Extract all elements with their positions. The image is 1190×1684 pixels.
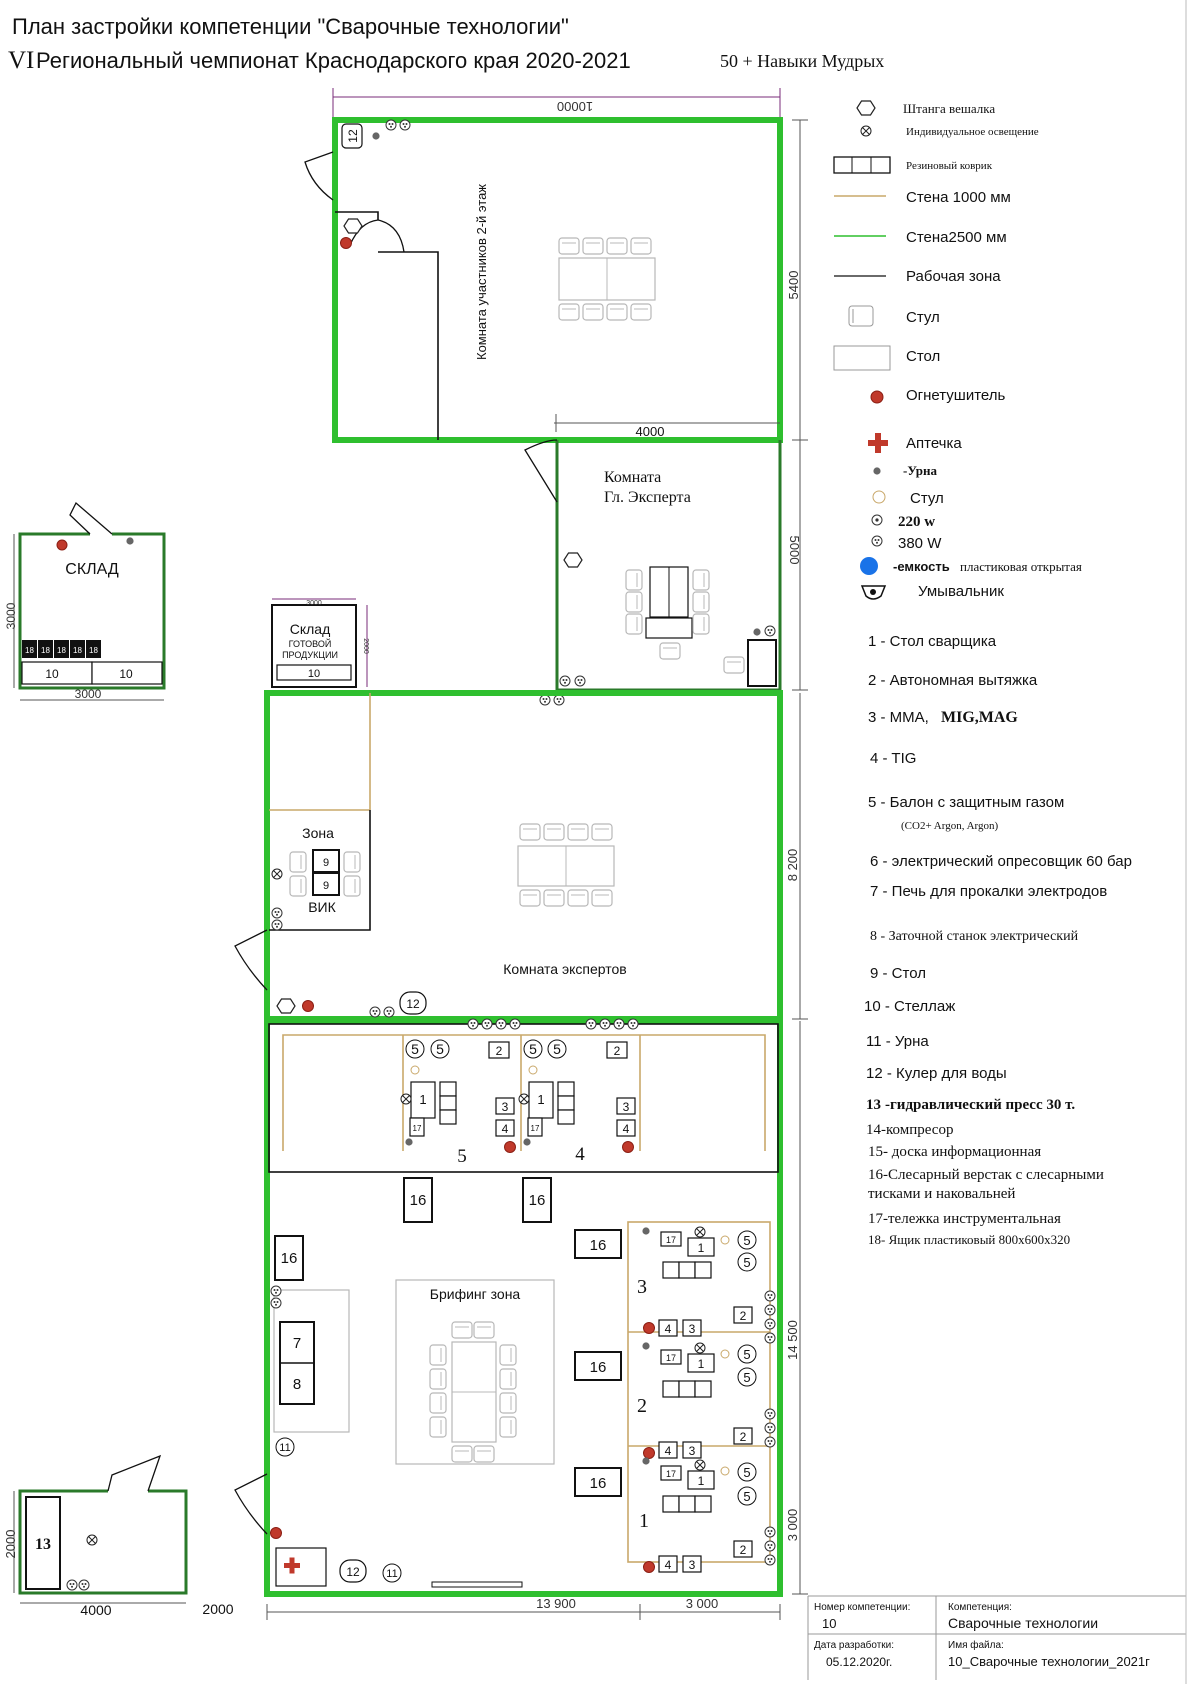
svg-text:17: 17 — [412, 1124, 422, 1133]
booth-3 — [637, 1227, 756, 1336]
dim-room-height: 5400 — [786, 270, 801, 300]
chief-expert-table-group — [626, 567, 744, 673]
experts-table-group — [518, 824, 614, 906]
svg-text:16: 16 — [589, 1359, 607, 1376]
plan-subtitle-tail: 50 + Навыки Мудрых — [720, 51, 885, 71]
svg-text:2: 2 — [739, 1543, 747, 1557]
svg-text:2: 2 — [637, 1395, 647, 1417]
svg-text:Аптечка: Аптечка — [906, 435, 962, 452]
svg-text:2: 2 — [739, 1309, 747, 1323]
svg-text:1: 1 — [697, 1474, 705, 1488]
svg-text:6 - электрический опресовщик 6: 6 - электрический опресовщик 60 бар — [870, 853, 1132, 870]
svg-text:4: 4 — [664, 1444, 672, 1458]
dim-bottom-section: 3 000 — [685, 1596, 719, 1611]
svg-text:Номер компетенции:: Номер компетенции: — [814, 1602, 911, 1613]
svg-text:05.12.2020г.: 05.12.2020г. — [826, 1655, 893, 1669]
dim-ready-store-width: 3000 — [306, 600, 322, 607]
plan-subtitle: Региональный чемпионат Краснодарского края 2020-2021 — [36, 48, 631, 73]
participants-room-wall — [335, 120, 780, 440]
dim-warehouse-width: 3000 — [74, 687, 102, 701]
plastic-boxes-18 — [22, 640, 101, 658]
svg-text:18: 18 — [57, 646, 66, 655]
press-13: 13 — [35, 1536, 51, 1553]
svg-text:5: 5 — [436, 1041, 444, 1057]
svg-text:9 - Стол: 9 - Стол — [870, 965, 926, 982]
svg-text:3: 3 — [688, 1444, 696, 1458]
dim-ready-store-height: 2000 — [362, 638, 369, 654]
svg-text:17: 17 — [665, 1235, 677, 1245]
svg-text:16: 16 — [589, 1475, 607, 1492]
briefing-zone-label: Брифинг зона — [429, 1286, 521, 1302]
svg-text:2 - Автономная вытяжка: 2 - Автономная вытяжка — [868, 672, 1038, 689]
svg-text:17: 17 — [665, 1469, 677, 1479]
shelves-10 — [22, 662, 162, 684]
dim-top-width: 10000 — [556, 99, 594, 114]
svg-text:18- Ящик пластиковый 800х600х: 18- Ящик пластиковый 800х600х320 — [868, 1232, 1071, 1247]
svg-text:MIG,MAG: MIG,MAG — [941, 709, 1018, 726]
chief-expert-room-line1: Комната — [604, 469, 662, 486]
cooler-12 — [342, 124, 362, 148]
svg-text:16: 16 — [589, 1237, 607, 1254]
svg-text:Дата разработки:: Дата разработки: — [814, 1640, 895, 1651]
svg-text:-гидравлический пресс 30 т.: -гидравлический пресс 30 т. — [885, 1097, 1076, 1113]
svg-text:17: 17 — [665, 1353, 677, 1363]
svg-text:15- доска информационная: 15- доска информационная — [868, 1144, 1042, 1160]
svg-text:5: 5 — [411, 1041, 419, 1057]
plan-title: План застройки компетенции "Сварочные технологии" — [12, 14, 569, 39]
experts-room-label: Комната экспертов — [503, 961, 627, 977]
svg-text:10 - Стеллаж: 10 - Стеллаж — [864, 998, 956, 1015]
svg-text:18: 18 — [89, 646, 98, 655]
svg-text:2: 2 — [739, 1430, 747, 1444]
vik-tables — [290, 850, 360, 896]
svg-text:5: 5 — [743, 1233, 751, 1248]
svg-text:Штанга вешалка: Штанга вешалка — [903, 101, 996, 116]
svg-text:380 W: 380 W — [898, 535, 942, 552]
cooler-12-workshop — [340, 1560, 366, 1582]
dim-section-height: 3 000 — [785, 1508, 800, 1542]
svg-text:5: 5 — [743, 1489, 751, 1504]
ready-store-shelf-10: 10 — [307, 668, 321, 680]
svg-text:Резиновый коврик: Резиновый коврик — [906, 160, 993, 172]
dim-bottom-width: 13 900 — [536, 1596, 576, 1611]
svg-text:3: 3 — [622, 1100, 630, 1114]
svg-text:11: 11 — [279, 1442, 291, 1454]
svg-text:4 - TIG: 4 - TIG — [870, 750, 917, 767]
svg-text:1: 1 — [639, 1510, 649, 1532]
ready-store-line1: Склад — [289, 621, 331, 637]
svg-text:18: 18 — [73, 646, 82, 655]
svg-text:2: 2 — [495, 1044, 503, 1058]
svg-text:тисками и наковальней: тисками и наковальней — [868, 1186, 1016, 1202]
participants-table-group — [559, 238, 655, 320]
svg-text:220 w: 220 w — [898, 514, 936, 530]
svg-text:Стена2500 мм: Стена2500 мм — [906, 229, 1007, 246]
warehouse-label: СКЛАД — [65, 561, 119, 578]
svg-text:5: 5 — [529, 1041, 537, 1057]
roman-numeral: VI — [8, 47, 35, 74]
svg-text:1 - Стол сварщика: 1 - Стол сварщика — [868, 633, 997, 650]
svg-text:12: 12 — [406, 997, 420, 1011]
svg-text:4: 4 — [501, 1122, 509, 1136]
svg-text:1: 1 — [537, 1092, 545, 1107]
svg-text:16-Слесарный верстак с слесарн: 16-Слесарный верстак с слесарными — [868, 1167, 1104, 1183]
dim-experts-hall-height: 8 200 — [785, 848, 800, 882]
svg-text:3: 3 — [688, 1558, 696, 1572]
svg-text:18: 18 — [25, 646, 34, 655]
booth-2 — [637, 1342, 756, 1458]
bin-11 — [276, 1438, 294, 1456]
svg-text:Умывальник: Умывальник — [918, 583, 1004, 600]
svg-text:17-тележка инструментальная: 17-тележка инструментальная — [868, 1211, 1061, 1227]
svg-text:10: 10 — [119, 667, 133, 681]
ready-store-line2: ГОТОВОЙ — [288, 639, 332, 649]
svg-text:Компетенция:: Компетенция: — [948, 1602, 1012, 1613]
svg-text:16: 16 — [528, 1192, 546, 1209]
svg-text:2: 2 — [613, 1044, 621, 1058]
svg-text:3 - MMA,: 3 - MMA, — [868, 709, 929, 726]
svg-text:3: 3 — [501, 1100, 509, 1114]
dim-workshop-height: 14 500 — [785, 1320, 800, 1360]
svg-text:Рабочая зона: Рабочая зона — [906, 268, 1001, 285]
dim-press-height: 2000 — [3, 1529, 18, 1559]
svg-text:11: 11 — [386, 1568, 398, 1580]
svg-text:4: 4 — [575, 1144, 585, 1165]
svg-text:9: 9 — [322, 880, 330, 892]
svg-text:10: 10 — [822, 1616, 837, 1631]
svg-text:3: 3 — [688, 1322, 696, 1336]
svg-text:Стена 1000 мм: Стена 1000 мм — [906, 189, 1011, 206]
info-block — [808, 1596, 1186, 1680]
svg-text:1: 1 — [419, 1092, 427, 1107]
svg-text:5 - Балон с защитным газом: 5 - Балон с защитным газом — [868, 794, 1065, 811]
svg-text:12: 12 — [346, 129, 360, 143]
svg-text:5: 5 — [553, 1041, 561, 1057]
svg-text:5: 5 — [743, 1347, 751, 1362]
vik-zone-label: Зона — [302, 825, 334, 841]
svg-text:Стул: Стул — [910, 490, 944, 507]
svg-text:12: 12 — [346, 1565, 360, 1579]
svg-text:5: 5 — [457, 1146, 467, 1167]
dim-warehouse-height: 3000 — [4, 602, 18, 630]
dim-inner-width: 4000 — [635, 424, 665, 439]
chief-expert-room-line2: Гл. Эксперта — [604, 489, 691, 506]
booth-5 — [401, 1040, 516, 1167]
svg-text:4: 4 — [622, 1122, 630, 1136]
svg-text:17: 17 — [530, 1124, 540, 1133]
svg-text:Стол: Стол — [906, 348, 941, 365]
svg-text:Огнетушитель: Огнетушитель — [906, 387, 1006, 404]
svg-text:Индивидуальное освещение: Индивидуальное освещение — [906, 126, 1039, 138]
svg-text:-Урна: -Урна — [903, 463, 938, 478]
svg-text:5: 5 — [743, 1370, 751, 1385]
svg-text:-емкость: -емкость — [893, 559, 950, 574]
svg-text:16: 16 — [409, 1192, 427, 1209]
ready-store-line3: ПРОДУКЦИИ — [282, 650, 338, 660]
svg-text:5: 5 — [743, 1465, 751, 1480]
svg-text:4: 4 — [664, 1322, 672, 1336]
booth-1 — [639, 1457, 756, 1572]
dim-expert-room-height: 5000 — [787, 535, 802, 565]
grinder-8: 8 — [292, 1376, 302, 1393]
svg-text:11 - Урна: 11 - Урна — [866, 1033, 929, 1050]
svg-text:пластиковая открытая: пластиковая открытая — [960, 559, 1082, 574]
svg-text:Имя файла:: Имя файла: — [948, 1640, 1004, 1651]
svg-text:(CO2+ Argon, Argon): (CO2+ Argon, Argon) — [901, 820, 999, 832]
dim-press-width: 4000 — [80, 1602, 112, 1618]
svg-text:10: 10 — [45, 667, 59, 681]
svg-text:12 - Кулер для воды: 12 - Кулер для воды — [866, 1065, 1007, 1082]
svg-text:18: 18 — [41, 646, 50, 655]
oven-7: 7 — [292, 1335, 302, 1352]
svg-text:9: 9 — [322, 857, 330, 869]
svg-text:8 - Заточной станок электричес: 8 - Заточной станок электрический — [870, 929, 1079, 944]
legend — [834, 101, 1082, 600]
svg-text:4: 4 — [664, 1558, 672, 1572]
svg-text:10_Сварочные технологии_2021г: 10_Сварочные технологии_2021г — [948, 1654, 1150, 1669]
dim-press-gap: 2000 — [202, 1601, 234, 1617]
cooler-12-experts — [400, 992, 426, 1014]
svg-text:3: 3 — [637, 1276, 647, 1298]
svg-text:13: 13 — [866, 1097, 881, 1113]
svg-text:Сварочные технологии: Сварочные технологии — [948, 1615, 1099, 1631]
bin-11-workshop — [383, 1564, 401, 1582]
numbered-items — [864, 633, 1132, 1247]
participants-room-label: Комната участников 2-й этаж — [474, 183, 489, 361]
svg-text:1: 1 — [697, 1357, 705, 1371]
booth-4 — [519, 1040, 635, 1165]
svg-text:16: 16 — [280, 1250, 298, 1267]
svg-text:Стул: Стул — [906, 309, 940, 326]
svg-text:1: 1 — [697, 1241, 705, 1255]
svg-text:14-компресор: 14-компресор — [866, 1122, 954, 1138]
svg-text:5: 5 — [743, 1255, 751, 1270]
vik-label: ВИК — [308, 899, 336, 915]
svg-text:7 - Печь для прокалки электрод: 7 - Печь для прокалки электродов — [870, 883, 1108, 900]
